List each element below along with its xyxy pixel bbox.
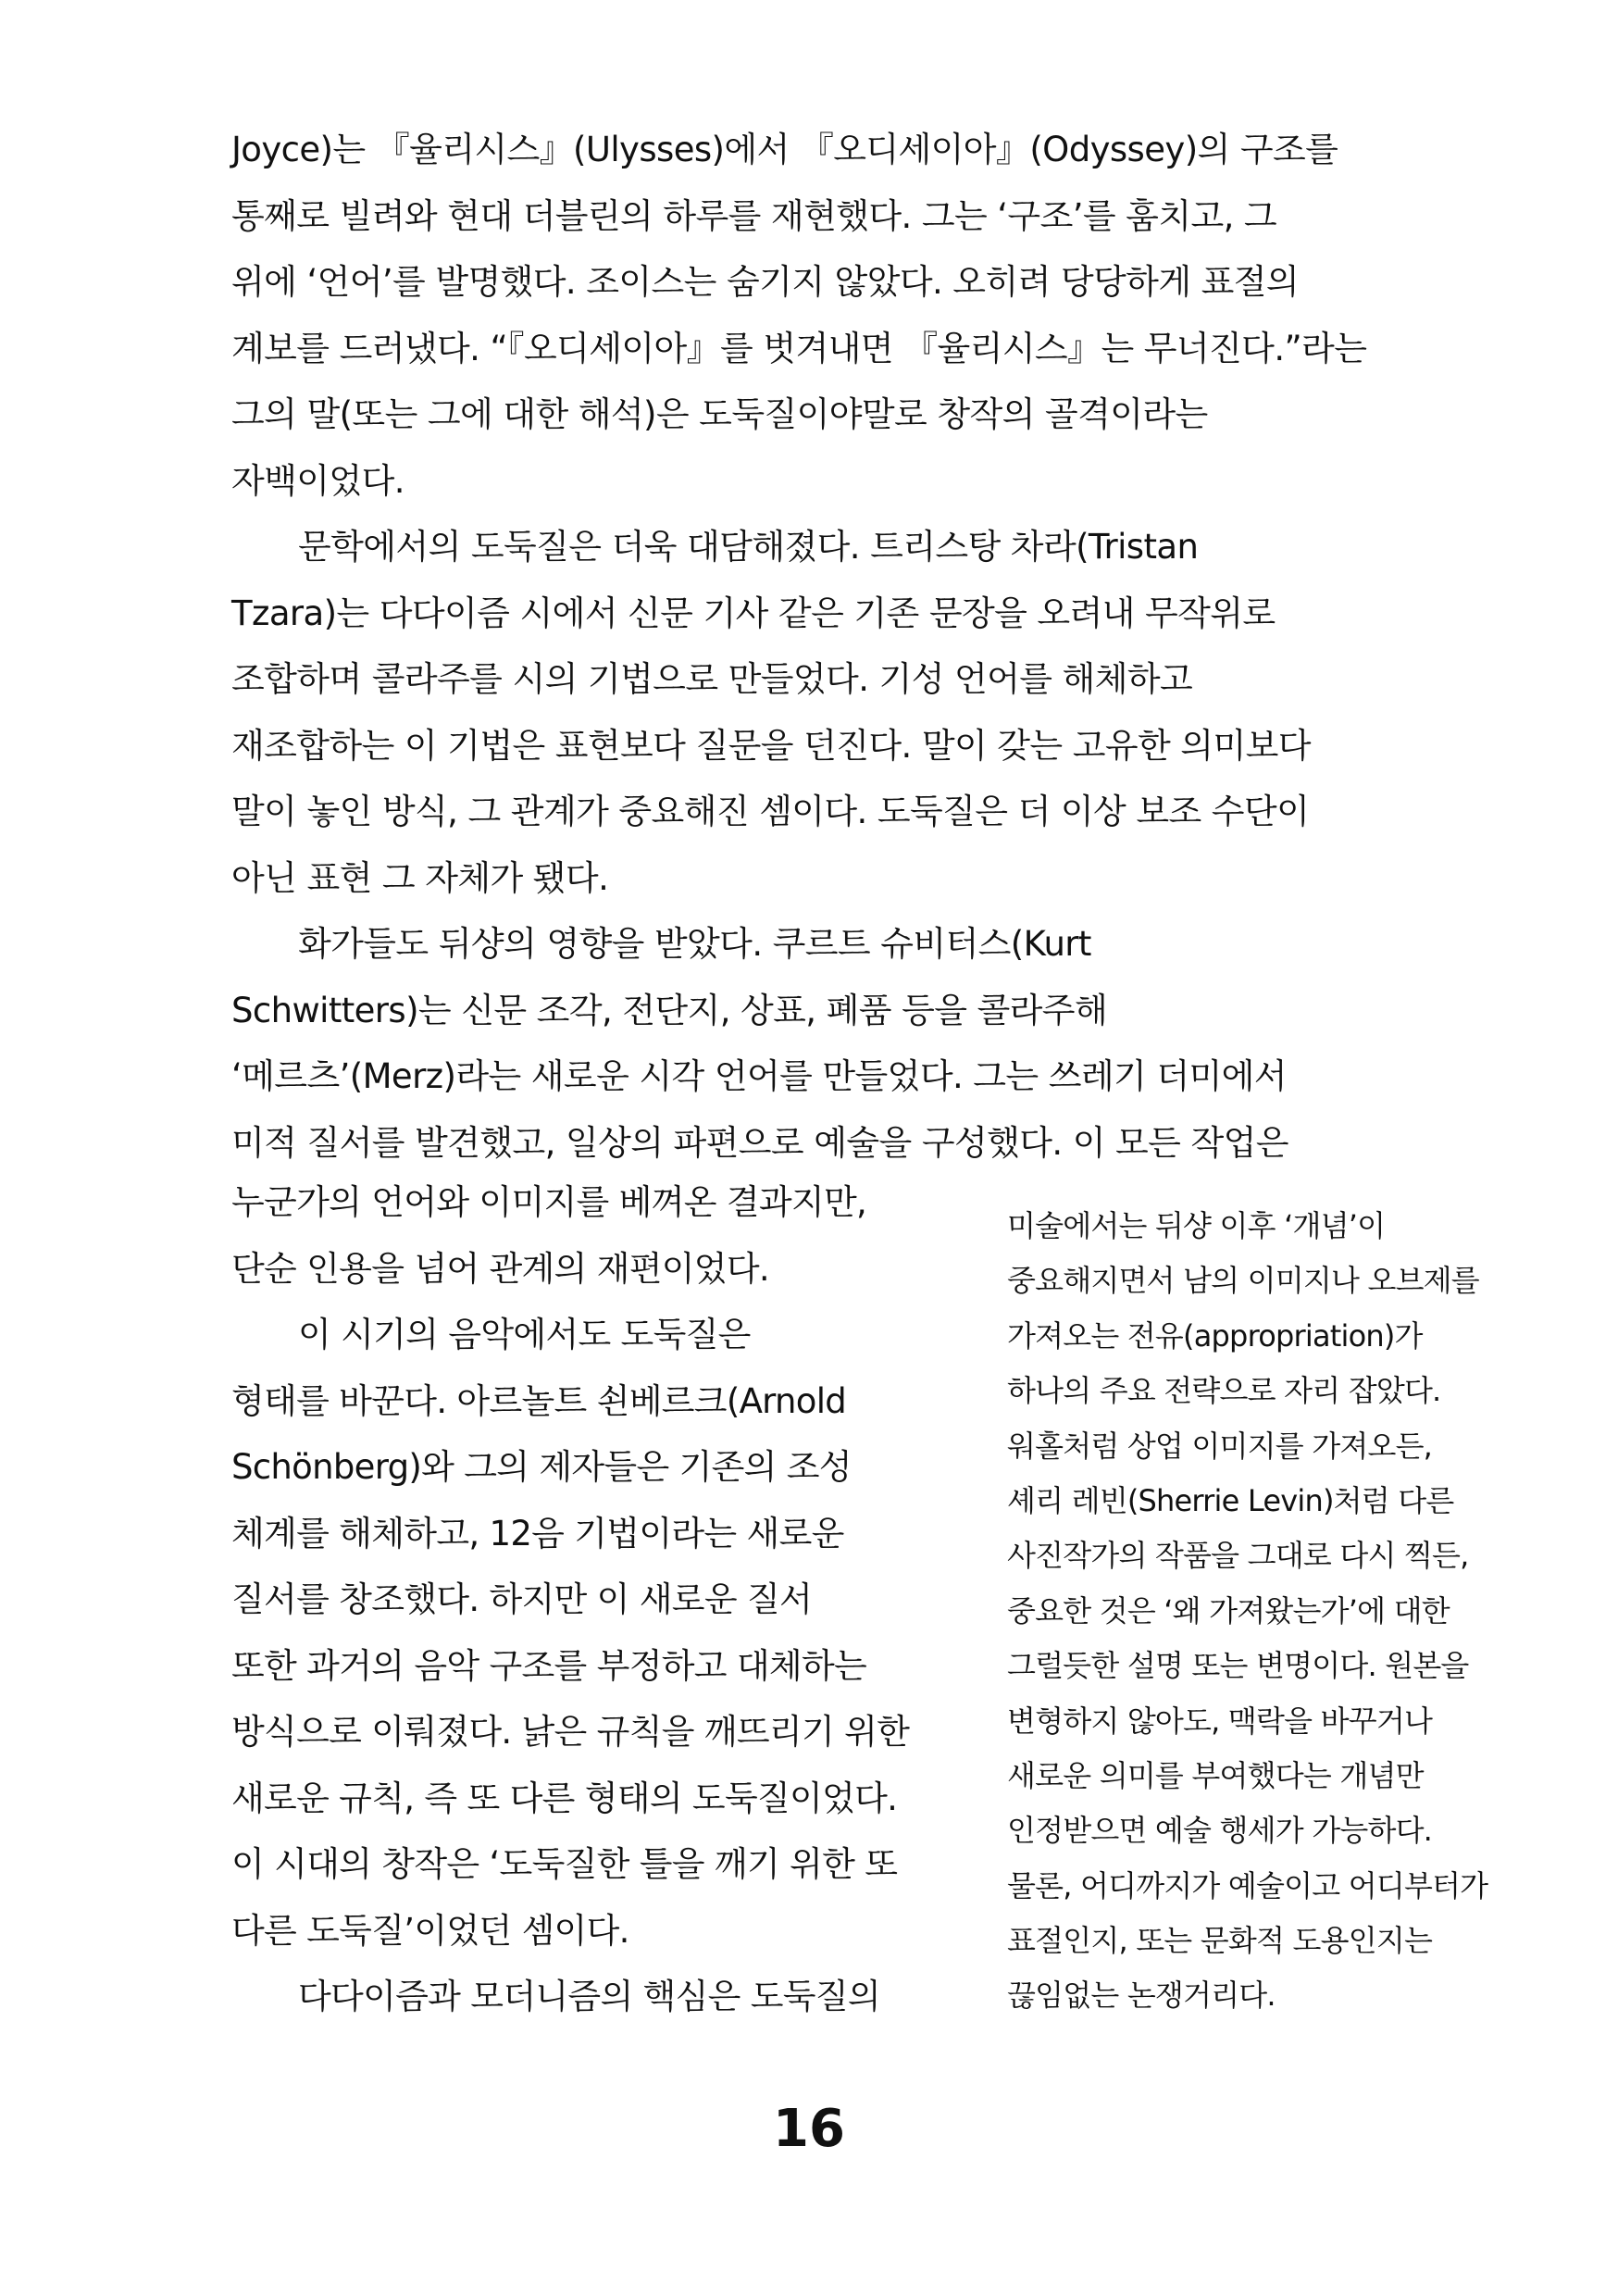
body-line: 계보를 드러냈다. “『오디세이아』를 벗겨내면 『율리시스』는 무너진다.”라는 — [231, 328, 1367, 368]
body-line: 이 시대의 창작은 ‘도둑질한 틀을 깨기 위한 또 — [231, 1844, 898, 1884]
page-number: 16 — [773, 2099, 845, 2159]
side-note-line: 새로운 의미를 부여했다는 개념만 — [1007, 1757, 1424, 1793]
body-line: 다른 도둑질’이었던 셈이다. — [231, 1910, 629, 1951]
side-note-line: 표절인지, 또는 문화적 도용인지는 — [1007, 1923, 1433, 1959]
side-note-line: 인정받으면 예술 행세가 가능하다. — [1007, 1813, 1433, 1849]
side-note-line: 미술에서는 뒤샹 이후 ‘개념’이 — [1007, 1208, 1386, 1243]
paragraph-first-line: 다다이즘과 모더니즘의 핵심은 도둑질의 — [298, 1977, 880, 2016]
paragraph-first-line: 이 시기의 음악에서도 도둑질은 — [298, 1315, 751, 1354]
body-text-full-width — [231, 117, 1388, 1176]
side-note-line: 하나의 주요 전략으로 자리 잡았다. — [1007, 1373, 1441, 1409]
side-note-line: 중요한 것은 ‘왜 가져왔는가’에 대한 — [1007, 1592, 1450, 1628]
paragraph-first-line: 화가들도 뒤샹의 영향을 받았다. 쿠르트 슈비터스(Kurt — [298, 924, 1091, 964]
side-note-line: 끊임없는 논쟁거리다. — [1007, 1978, 1276, 2014]
side-note-line: 사진작가의 작품을 그대로 다시 찍든, — [1007, 1538, 1469, 1574]
side-note — [1007, 1199, 1562, 2024]
body-line: 아닌 표현 그 자체가 됐다. — [231, 857, 609, 898]
body-line: 누군가의 언어와 이미지를 베껴온 결과지만, — [231, 1182, 867, 1222]
body-line: ‘메르츠’(Merz)라는 새로운 시각 언어를 만들었다. 그는 쓰레기 더미에서 — [231, 1056, 1287, 1096]
body-line: 통째로 빌려와 현대 더블린의 하루를 재현했다. 그는 ‘구조’를 훔치고, 그 — [231, 195, 1277, 236]
body-line: 위에 ‘언어’를 발명했다. 조이스는 숨기지 않았다. 오히려 당당하게 표절의 — [231, 262, 1300, 302]
body-line: 또한 과거의 음악 구조를 부정하고 대체하는 — [231, 1645, 867, 1686]
body-line: 질서를 창조했다. 하지만 이 새로운 질서 — [231, 1579, 813, 1619]
body-line: 미적 질서를 발견했고, 일상의 파편으로 예술을 구성했다. 이 모든 작업은 — [231, 1122, 1288, 1163]
paragraph-first-line: 문학에서의 도둑질은 더욱 대담해졌다. 트리스탕 차라(Tristan — [298, 527, 1199, 567]
body-line: 형태를 바꾼다. 아르놀트 쇤베르크(Arnold — [231, 1380, 847, 1421]
body-line: 체계를 해체하고, 12음 기법이라는 새로운 — [231, 1513, 844, 1554]
side-note-line: 중요해지면서 남의 이미지나 오브제를 — [1007, 1263, 1479, 1299]
body-line: 말이 놓인 방식, 그 관계가 중요해진 셈이다. 도둑질은 더 이상 보조 수단이 — [231, 792, 1310, 831]
side-note-line: 셰리 레빈(Sherrie Levin)처럼 다른 — [1007, 1482, 1454, 1518]
body-line: 자백이었다. — [231, 460, 404, 501]
body-line: Schwitters)는 신문 조각, 전단지, 상표, 폐품 등을 콜라주해 — [231, 990, 1108, 1030]
body-line: 조합하며 콜라주를 시의 기법으로 만들었다. 기성 언어를 해체하고 — [231, 659, 1193, 699]
body-line: 그의 말(또는 그에 대한 해석)은 도둑질이야말로 창작의 골격이라는 — [231, 394, 1208, 434]
body-line: Joyce)는 『율리시스』(Ulysses)에서 『오디세이아』(Odyssey)의 구조를 — [231, 130, 1338, 169]
body-line: 단순 인용을 넘어 관계의 재편이었다. — [231, 1248, 769, 1289]
body-line: 새로운 규칙, 즉 또 다른 형태의 도둑질이었다. — [231, 1778, 898, 1818]
side-note-line: 변형하지 않아도, 맥락을 바꾸거나 — [1007, 1703, 1433, 1739]
body-line: 방식으로 이뤄졌다. 낡은 규칙을 깨뜨리기 위한 — [231, 1712, 910, 1752]
side-note-line: 워홀처럼 상업 이미지를 가져오든, — [1007, 1428, 1433, 1464]
body-line: Schönberg)와 그의 제자들은 기존의 조성 — [231, 1447, 852, 1487]
body-line: 재조합하는 이 기법은 표현보다 질문을 던진다. 말이 갖는 고유한 의미보다 — [231, 725, 1311, 766]
side-note-line: 가져오는 전유(appropriation)가 — [1007, 1317, 1423, 1354]
side-note-line: 그럴듯한 설명 또는 변명이다. 원본을 — [1007, 1648, 1469, 1684]
body-text-left-column — [231, 1169, 972, 2030]
body-line: Tzara)는 다다이즘 시에서 신문 기사 같은 기존 문장을 오려내 무작위로 — [231, 593, 1276, 633]
side-note-line: 물론, 어디까지가 예술이고 어디부터가 — [1007, 1867, 1488, 1903]
